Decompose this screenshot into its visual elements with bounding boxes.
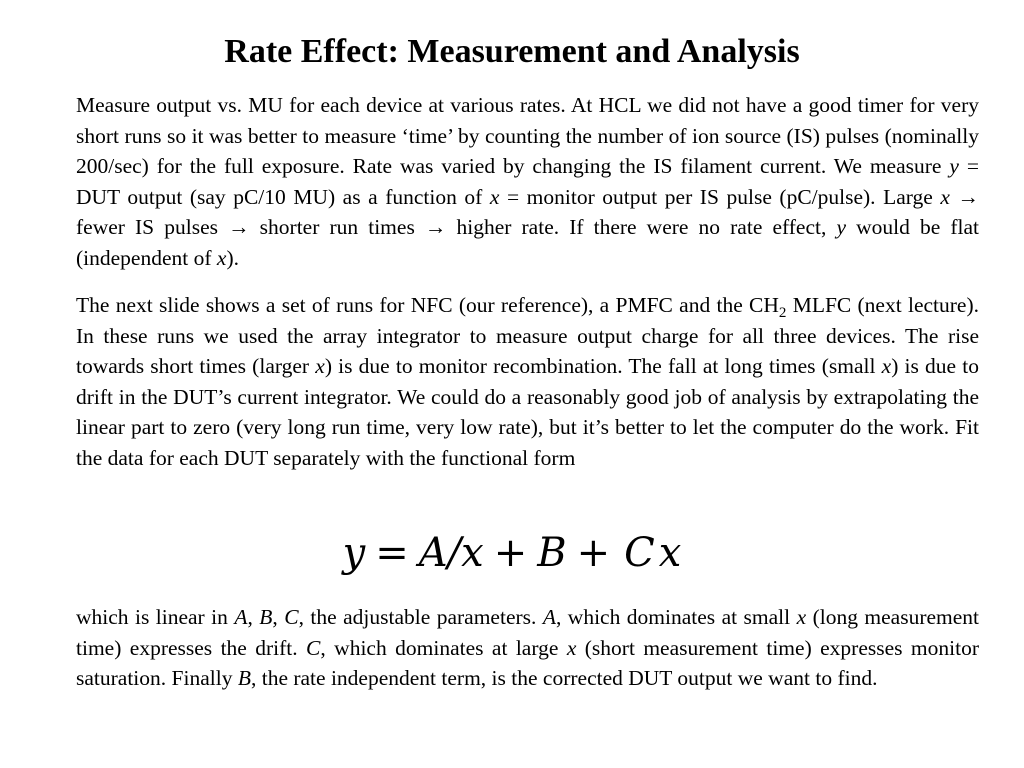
formula-plus: + bbox=[576, 530, 611, 576]
var-b: B bbox=[259, 605, 273, 629]
var-x: x bbox=[940, 184, 950, 209]
var-x: x bbox=[796, 605, 807, 629]
formula-equals: = bbox=[375, 530, 409, 576]
formula-b: B bbox=[537, 530, 567, 576]
var-b: B bbox=[237, 666, 251, 691]
formula-y: y bbox=[342, 530, 366, 576]
text-run: = DUT output (say pC/10 MU) as a function of bbox=[76, 154, 979, 209]
paragraph-measurement bbox=[76, 90, 979, 274]
text-run: → fewer IS pulses → shorter run times → higher rate. If there were no rate effect, bbox=[76, 184, 979, 240]
paragraph-runs bbox=[76, 290, 979, 474]
var-c: C bbox=[284, 605, 299, 629]
var-x: x bbox=[489, 184, 500, 209]
formula-c: C bbox=[624, 530, 655, 576]
text-run: , bbox=[247, 605, 260, 629]
var-a: A bbox=[542, 605, 556, 629]
text-run: , which dominates at large bbox=[320, 635, 567, 660]
text-run: , the rate independent term, is the corrected DUT output we want to find. bbox=[250, 666, 878, 691]
text-run: Measure output vs. MU for each device at various rates. At HCL we did not have a good timer for very short runs so it was better to measure ‘time’ by counting the number of ion source (IS) pulses (nominally 200/sec) for the full exposure. Rate was varied by changing the IS filament current. We measure bbox=[76, 93, 979, 179]
text-run: which is linear in bbox=[76, 605, 235, 629]
text-run: (long measurement time) expresses the drift. bbox=[76, 605, 980, 660]
var-c: C bbox=[306, 635, 321, 660]
text-run: MLFC (next lecture). In these runs we used the array integrator to measure output charge for all three devices. The rise towards short times (larger bbox=[76, 293, 979, 379]
var-y: y bbox=[836, 215, 847, 240]
text-run: ). bbox=[226, 245, 239, 270]
text-run: , which dominates at small bbox=[555, 605, 797, 629]
paragraph-parameters bbox=[76, 602, 979, 694]
text-run: ) is due to monitor recombination. The fall at long times (small bbox=[324, 354, 882, 379]
text-run: (short measurement time) expresses monitor saturation. Finally bbox=[76, 635, 980, 691]
var-a: A bbox=[234, 605, 248, 629]
text-run: , the adjustable parameters. bbox=[298, 605, 543, 629]
var-y: y bbox=[949, 154, 959, 179]
fit-formula bbox=[0, 530, 1024, 576]
slide-title: Rate Effect: Measurement and Analysis bbox=[224, 33, 800, 70]
var-x: x bbox=[881, 354, 892, 379]
formula-plus: + bbox=[493, 530, 528, 576]
var-x: x bbox=[315, 354, 325, 379]
text-run: would be flat (independent of bbox=[76, 215, 979, 270]
var-x: x bbox=[566, 635, 577, 660]
var-x: x bbox=[216, 245, 227, 270]
text-run: The next slide shows a set of runs for NFC (our reference), a PMFC and the CH bbox=[76, 293, 779, 317]
subscript-2: 2 bbox=[778, 305, 787, 322]
formula-a-over-x: A/x bbox=[418, 530, 484, 576]
formula-x: x bbox=[658, 530, 682, 576]
text-run: , bbox=[272, 605, 285, 629]
text-run: = monitor output per IS pulse (pC/pulse). Large bbox=[499, 184, 941, 209]
text-run: ) is due to drift in the DUT’s current integrator. We could do a reasonably good job of analysis by extrapolating the linear part to zero (very long run time, very low rate), but it’s better to let the computer do the work. Fit the data for each DUT separately with the functional form bbox=[76, 354, 979, 470]
